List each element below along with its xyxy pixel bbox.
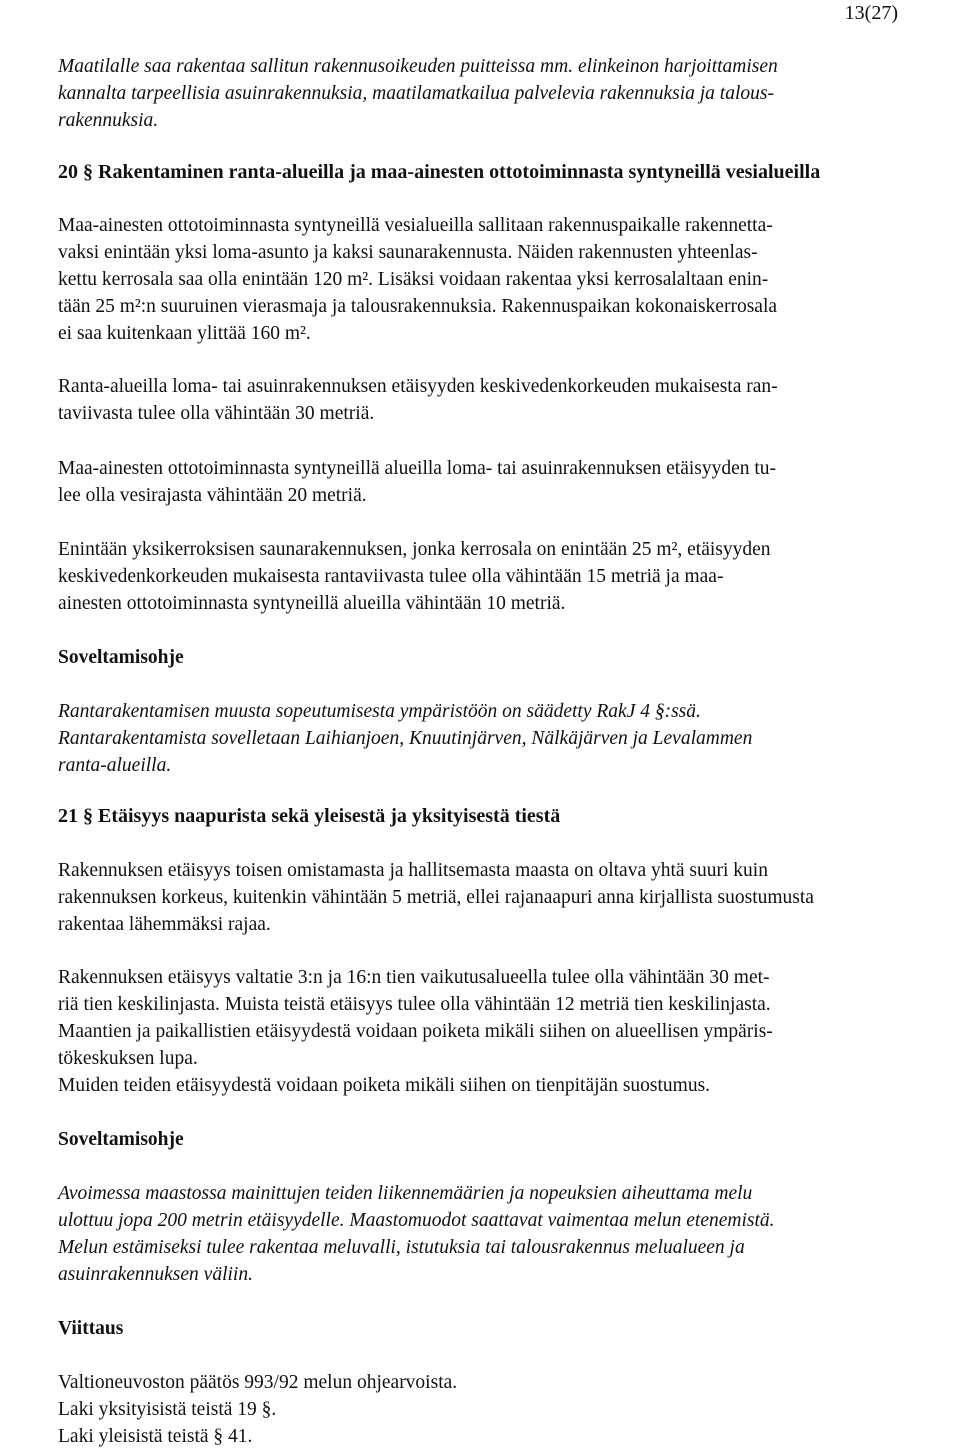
text-line: ainesten ottotoiminnasta syntyneillä alueilla vähintään 10 metriä. [58,593,566,614]
text-line: Rakennuksen etäisyys toisen omistamasta ja hallitsemasta maasta on oltava yhtä suuri kuin [58,860,768,881]
text-line: Rakennuksen etäisyys valtatie 3:n ja 16:n tien vaikutusalueella tulee olla vähintään 30 met- [58,967,770,988]
text-line: Ranta-alueilla loma- tai asuinrakennuksen etäisyyden keskivedenkorkeuden mukaisesta ran- [58,376,778,397]
section-20-paragraph-1 [58,212,903,347]
text-line: Maa-ainesten ottotoiminnasta syntyneillä alueilla loma- tai asuinrakennuksen etäisyyden tu- [58,458,777,479]
section-21-paragraph-1 [58,857,903,938]
intro-paragraph [58,53,903,134]
section-21-reference-heading: Viittaus [58,1318,124,1339]
text-line: Rantarakentamista sovelletaan Laihianjoen, Knuutinjärven, Nälkäjärven ja Levalammen [58,728,753,749]
text-line: rakentaa lähemmäksi rajaa. [58,914,271,935]
text-line: ei saa kuitenkaan ylittää 160 m². [58,323,311,344]
text-line: Maa-ainesten ottotoiminnasta syntyneillä vesialueilla sallitaan rakennuspaikalle rakennetta- [58,215,773,236]
text-line: Muiden teiden etäisyydestä voidaan poiketa mikäli siihen on tienpitäjän suostumus. [58,1075,711,1096]
text-line: ranta-alueilla. [58,755,172,776]
section-21-guidance-heading: Soveltamisohje [58,1129,184,1150]
text-line: Enintään yksikerroksisen saunarakennuksen, jonka kerrosala on enintään 25 m², etäisyyden [58,539,771,560]
text-line: kannalta tarpeellisia asuinrakennuksia, maatilamatkailua palvelevia rakennuksia ja talous- [58,83,774,104]
page-number: 13(27) [844,2,898,24]
reference-line: Laki yksityisistä teistä 19 §. [58,1399,277,1420]
text-line: tään 25 m²:n suuruinen vierasmaja ja talousrakennuksia. Rakennuspaikan kokonaiskerrosala [58,296,778,317]
section-21-references [58,1369,903,1450]
text-line: rakennuksia. [58,110,159,131]
section-20-guidance [58,698,903,779]
text-line: Maatilalle saa rakentaa sallitun rakennusoikeuden puitteissa mm. elinkeinon harjoittamisen [58,56,778,77]
text-line: vaksi enintään yksi loma-asunto ja kaksi saunarakennusta. Näiden rakennusten yhteenlas- [58,242,758,263]
text-line: Rantarakentamisen muusta sopeutumisesta ympäristöön on säädetty RakJ 4 §:ssä. [58,701,701,722]
reference-line: Valtioneuvoston päätös 993/92 melun ohjearvoista. [58,1372,458,1393]
section-21-paragraph-2 [58,964,903,1099]
section-20-guidance-heading: Soveltamisohje [58,647,184,668]
text-line: riä tien keskilinjasta. Muista teistä etäisyys tulee olla vähintään 12 metriä tien keskilinjasta. [58,994,771,1015]
section-20-heading: 20 § Rakentaminen ranta-alueilla ja maa-ainesten ottotoiminnasta syntyneillä vesialueilla [58,161,821,183]
text-line: keskivedenkorkeuden mukaisesta rantaviivasta tulee olla vähintään 15 metriä ja maa- [58,566,724,587]
section-20-paragraph-2 [58,373,903,427]
section-21-guidance [58,1180,903,1288]
text-line: ulottuu jopa 200 metrin etäisyydelle. Maastomuodot saattavat vaimentaa melun etenemistä. [58,1210,775,1231]
text-line: rakennuksen korkeus, kuitenkin vähintään 5 metriä, ellei rajanaapuri anna kirjallista suostumusta [58,887,814,908]
text-line: lee olla vesirajasta vähintään 20 metriä. [58,485,367,506]
section-20-paragraph-4 [58,536,903,617]
text-line: Melun estämiseksi tulee rakentaa meluvalli, istutuksia tai talousrakennus melualueen ja [58,1237,745,1258]
text-line: kettu kerrosala saa olla enintään 120 m². Lisäksi voidaan rakentaa yksi kerrosalaltaan enin- [58,269,769,290]
text-line: taviivasta tulee olla vähintään 30 metriä. [58,403,375,424]
reference-line: Laki yleisistä teistä § 41. [58,1426,253,1447]
text-line: asuinrakennuksen väliin. [58,1264,253,1285]
text-line: tökeskuksen lupa. [58,1048,198,1069]
section-21-heading: 21 § Etäisyys naapurista sekä yleisestä ja yksityisestä tiestä [58,805,561,827]
text-line: Avoimessa maastossa mainittujen teiden liikennemäärien ja nopeuksien aiheuttama melu [58,1183,753,1204]
section-20-paragraph-3 [58,455,903,509]
text-line: Maantien ja paikallistien etäisyydestä voidaan poiketa mikäli siihen on alueellisen ympäris- [58,1021,773,1042]
